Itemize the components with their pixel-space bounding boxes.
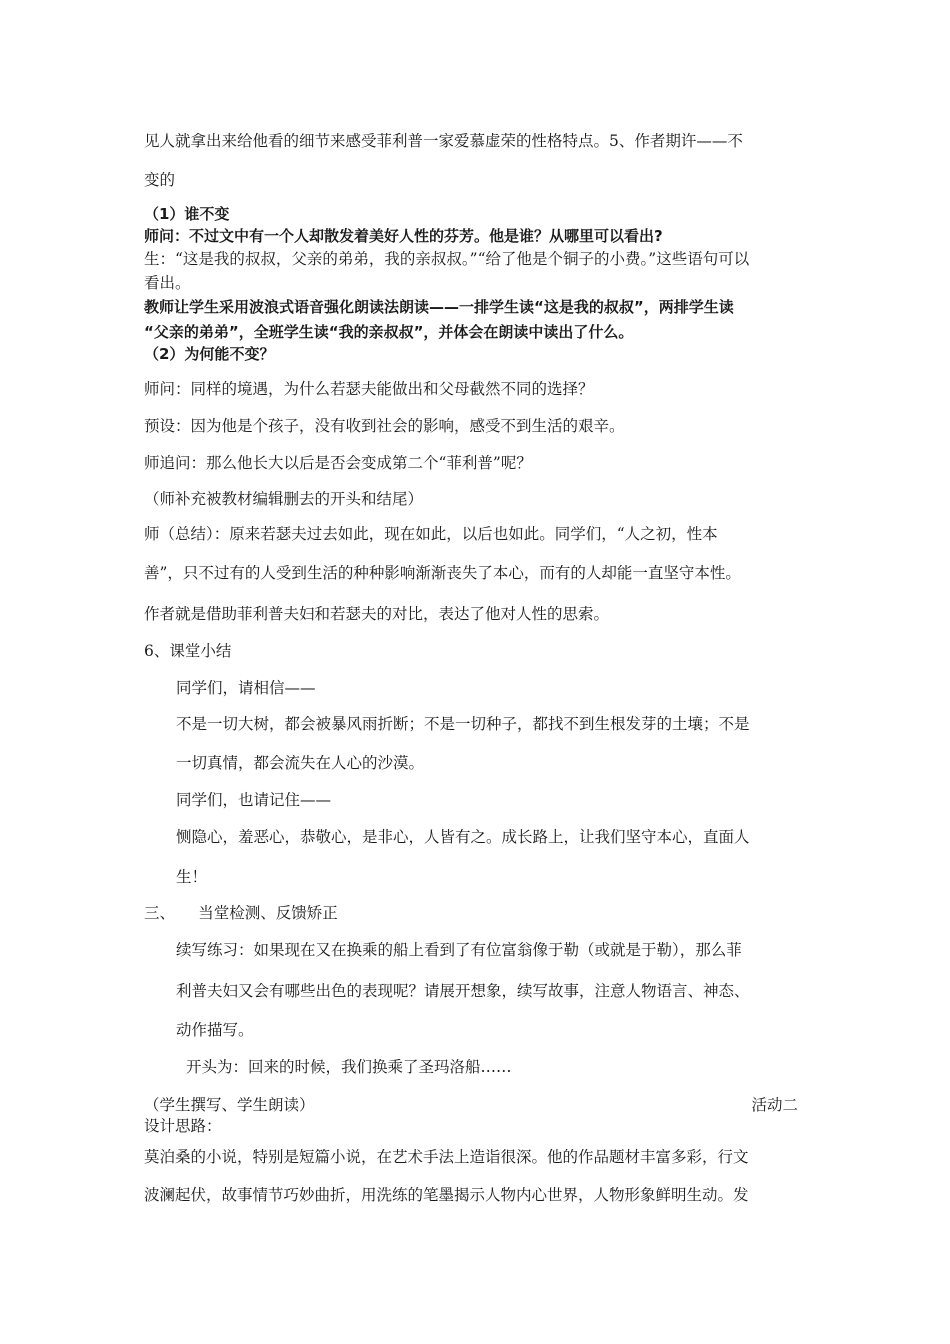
body-line: 波澜起伏，故事情节巧妙曲折，用洗练的笔墨揭示人物内心世界，人物形象鲜明生动。发 [144,1186,749,1204]
body-line: 开头为：回来的时候，我们换乘了圣玛洛船…… [186,1058,512,1076]
body-line: 师问：同样的境遇，为什么若瑟夫能做出和父母截然不同的选择？ [144,380,594,398]
body-line: 师追问：那么他长大以后是否会变成第二个“菲利普”呢？ [144,454,532,472]
body-line: 续写练习：如果现在又在换乘的船上看到了有位富翁像于勒（或就是于勒），那么菲 [176,941,742,959]
body-line: 师（总结）：原来若瑟夫过去如此，现在如此，以后也如此。同学们，“人之初，性本 [144,525,718,543]
body-line: 见人就拿出来给他看的细节来感受菲利普一家爱慕虚荣的性格特点。5、作者期许——不 [144,132,743,150]
body-line: “父亲的弟弟”，全班学生读“我的亲叔叔”，并体会在朗读中读出了什么。 [144,323,634,341]
body-line: 生！ [176,868,208,886]
body-line: 利普夫妇又会有哪些出色的表现呢？请展开想象，续写故事，注意人物语言、神态、 [176,982,750,1000]
body-line: 生：“这是我的叔叔，父亲的弟弟，我的亲叔叔。”“给了他是个铜子的小费。”这些语句可以 [144,250,750,268]
section-heading: （1）谁不变 [144,205,230,223]
section-heading: 三、 当堂检测、反馈矫正 [144,904,338,922]
body-line: 善”，只不过有的人受到生活的种种影响渐渐丧失了本心，而有的人却能一直坚守本性。 [144,564,741,582]
body-line: （学生撰写、学生朗读） [144,1096,315,1114]
body-line: 恻隐心，羞恶心，恭敬心，是非心，人皆有之。成长路上，让我们坚守本心，直面人 [176,828,750,846]
section-heading: 设计思路： [144,1117,222,1135]
body-line: 同学们，请相信—— [176,679,316,697]
body-line: 教师让学生采用波浪式语音强化朗读法朗读——一排学生读“这是我的叔叔”，两排学生读 [144,298,734,316]
body-line: 作者就是借助菲利普夫妇和若瑟夫的对比，表达了他对人性的思索。 [144,605,610,623]
body-line: 变的 [144,171,176,189]
section-heading: （2）为何能不变？ [144,345,275,363]
body-line: （师补充被教材编辑删去的开头和结尾） [144,490,424,508]
body-line: 看出。 [144,274,191,292]
body-line: 一切真情，都会流失在人心的沙漠。 [176,754,425,772]
body-line: 同学们，也请记住—— [176,791,332,809]
activity-label: 活动二 [751,1096,798,1114]
body-line: 莫泊桑的小说，特别是短篇小说，在艺术手法上造诣很深。他的作品题材丰富多彩，行文 [144,1148,749,1166]
section-heading: 6、课堂小结 [144,642,232,660]
body-line: 预设：因为他是个孩子，没有收到社会的影响，感受不到生活的艰辛。 [144,417,625,435]
body-line: 动作描写。 [176,1021,254,1039]
body-line: 师问：不过文中有一个人却散发着美好人性的芬芳。他是谁？从哪里可以看出? [144,227,663,245]
body-line: 不是一切大树，都会被暴风雨折断；不是一切种子，都找不到生根发芽的土壤；不是 [176,715,750,733]
